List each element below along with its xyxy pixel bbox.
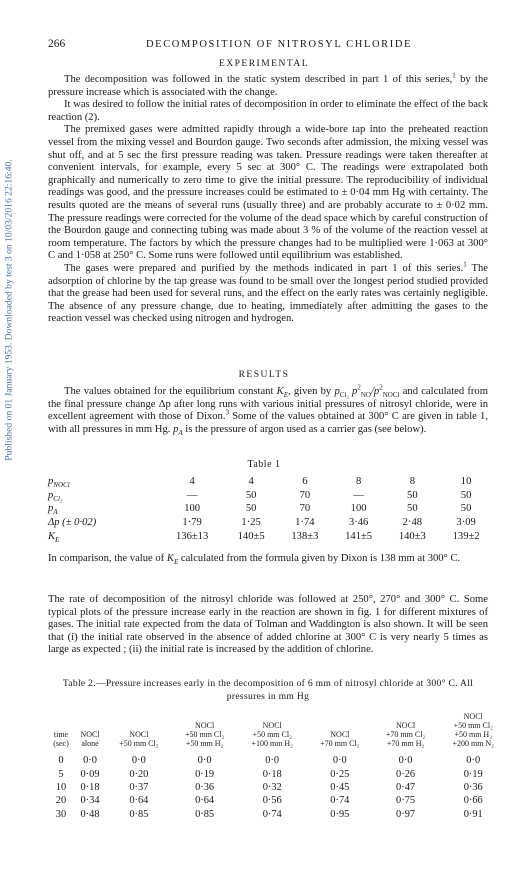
- table-1-caption: Table 1: [247, 459, 281, 470]
- table-2-column-header: NOCl +50 mm Cl₂ +50 mm H₂: [184, 721, 225, 748]
- table-1-row: [48, 529, 493, 543]
- table-1-cell: 8: [409, 476, 415, 488]
- table-2-column-header: NOCl +70 mm Cl₂: [320, 730, 360, 748]
- table-2-cell: 5: [58, 768, 64, 780]
- table-2-caption: Table 2.—Pressure increases early in the decomposition of 6 mm of nitrosyl chloride at 300° C. All pressures in mm Hg: [62, 678, 474, 702]
- table-2-cell: 0·18: [80, 781, 100, 793]
- table-2-cell: 0·85: [195, 808, 215, 820]
- table-1-cell: —: [186, 489, 198, 501]
- table-2-cell: 0·0: [83, 755, 97, 767]
- table-1-cell: 3·46: [348, 517, 369, 529]
- table-2-cell: 0·25: [330, 768, 350, 780]
- table-2-row: [48, 767, 508, 780]
- table-1-cell: 10: [460, 476, 472, 488]
- table-1-row-label: $p_A$: [48, 503, 58, 517]
- table-2-cell: 0·36: [195, 781, 215, 793]
- page-number: 266: [48, 38, 66, 50]
- table-2-cell: 0·97: [396, 808, 416, 820]
- table-1-cell: 1·79: [182, 517, 202, 529]
- table-2-cell: 0·64: [129, 795, 149, 807]
- table-1-cell: 50: [245, 503, 257, 515]
- table-2-cell: 0·20: [129, 768, 149, 780]
- table-1-cell: 70: [299, 489, 311, 501]
- table-2-row: [48, 781, 508, 794]
- results-paragraph-2: In comparison, the value of $K_E$ calculated from the formula given by Dixon is 138 mm at 300° C.: [48, 553, 461, 567]
- table-1-cell: 1·74: [295, 517, 315, 529]
- table-2-column-header: NOCl +50 mm Cl₂: [119, 730, 159, 748]
- table-2-row: [48, 751, 508, 767]
- table-2-cell: 0·36: [463, 781, 483, 793]
- table-2-cell: 0·0: [466, 755, 481, 767]
- table-2-cell: 0·64: [195, 795, 215, 807]
- table-2-cell: 0: [58, 755, 64, 767]
- table-1-cell: 8: [355, 476, 362, 488]
- table-2-cell: 0·19: [463, 768, 483, 780]
- table-2-cell: 0·48: [80, 808, 100, 820]
- running-title: DECOMPOSITION OF NITROSYL CHLORIDE: [146, 39, 413, 50]
- table-1-cell: 100: [350, 503, 367, 515]
- table-1-cell: 100: [184, 503, 201, 515]
- table-2-cell: 0·66: [463, 795, 483, 807]
- table-2-cell: 0·32: [262, 781, 282, 793]
- table-2-cell: 0·95: [330, 808, 350, 820]
- table-2-cell: 0·0: [332, 755, 347, 767]
- table-2-row: [48, 808, 508, 821]
- table-1-cell: 140±3: [398, 530, 426, 542]
- table-2-cell: 0·45: [330, 781, 350, 793]
- table-2-column-header: NOCl +50 mm Cl₂ +50 mm H₂ +200 mm N₂: [452, 712, 494, 748]
- table-1-cell: 4: [248, 476, 254, 488]
- table-2-cell: 0·0: [131, 755, 146, 767]
- table-1-cell: 70: [299, 503, 311, 515]
- experimental-paragraph-3: The premixed gases were admitted rapidly through a wide-bore tap into the preheated reaction vessel from the mixing vessel and Bourdon gauge. Two seconds after admission, the mixing vessel was shut off, and at 5 sec the first pressure reading was taken. Pressure readings were taken thereafter at convenient intervals, for example, every 5 sec at 300° C. The readings were extrapolated both graphically and numerically to zero time to give the initial pressure. The reproducibility of individual readings was good, and the pressure increases could be estimated to ± 0·04 mm Hg with certainty. The results quoted are the means of several runs (usually three) and are probably accurate to ± 0·02 mm. The pressure readings were corrected for the volume of the dead space which by careful construction of the Bourdon gauge and connecting tubing was made about 3 % of the volume of the reaction vessel at room temperature. The factors by which the pressure changes had to be multiplied were 1·063 at 300° C and 1·058 at 250° C. Some runs were followed until equilibrium was established.: [48, 124, 488, 262]
- experimental-paragraph-4: The gases were prepared and purified by the methods indicated in part 1 of this series.$^1$ The adsorption of chlorine by the tap grease was found to be small over the longest period studied provided that the grease had been used for several runs, and the effect on the early rates was certainly negligible. The absence of any pressure change, due to heating, immediately after admitting the gases to the reaction vessel was checked using nitrogen and hydrogen.: [48, 260, 488, 325]
- table-1-cell: 50: [245, 489, 257, 501]
- experimental-paragraph-2: It was desired to follow the initial rates of decomposition in order to eliminate the effect of the back reaction (2).: [48, 99, 488, 123]
- table-1-row-label: $p_{NOCl}$: [48, 476, 70, 490]
- table-2-cell: 0·91: [463, 808, 483, 820]
- table-2: [48, 712, 508, 821]
- table-1-cell: 140±5: [237, 530, 265, 542]
- download-watermark-strip: [0, 0, 20, 887]
- table-2-cell: 0·37: [129, 781, 149, 793]
- table-1-cell: 1·25: [241, 517, 261, 529]
- section-heading-experimental: EXPERIMENTAL: [218, 59, 310, 69]
- table-1-cell: 141±5: [345, 530, 373, 542]
- table-2-cell: 0·74: [262, 808, 282, 820]
- table-2-cell: 0·0: [197, 755, 212, 767]
- table-1-cell: 50: [407, 503, 418, 515]
- table-2-cell: 0·74: [330, 795, 350, 807]
- table-2-cell: 30: [55, 808, 67, 820]
- table-1-cell: 136±13: [175, 530, 209, 542]
- table-2-column-header: NOCl +70 mm Cl₂ +70 mm H₂: [385, 721, 426, 748]
- results-paragraph-1: The values obtained for the equilibrium constant $K_E$, given by $p_{Cl_2}$ $p^2_{NO}/p^2_{NOCl}$ and calculated from the final pressure change Δp after long runs with various initial pressures of nitrosyl chloride, were in excellent agreement with those of Dixon.$^3$ Some of the values obtained at 300° C are given in table 1, with all pressures in mm Hg. $p_A$ is the pressure of argon used as a carrier gas (see below).: [48, 383, 488, 437]
- table-2-column-header: NOCl alone: [80, 730, 100, 748]
- table-1-cell: 2·48: [402, 517, 423, 529]
- experimental-body: [48, 71, 488, 326]
- table-1-row: [48, 502, 493, 516]
- table-1-row-label: $p_{Cl_2}$: [48, 489, 63, 503]
- table-1-cell: 50: [460, 503, 472, 515]
- table-1-cell: 3·09: [456, 517, 476, 529]
- table-2-cell: 0·56: [262, 795, 282, 807]
- table-2-cell: 0·34: [80, 795, 100, 807]
- table-2-cell: 0·0: [398, 755, 413, 767]
- table-1-cell: 50: [407, 489, 418, 501]
- table-2-cell: 10: [55, 781, 67, 793]
- table-2-row: [48, 794, 508, 807]
- table-2-cell: 0·19: [195, 768, 215, 780]
- table-1-row: [48, 516, 493, 530]
- table-2-cell: 0·47: [396, 781, 416, 793]
- table-2-column-header: time (sec): [53, 730, 69, 748]
- table-2-cell: 20: [55, 795, 67, 807]
- table-1-cell: 138±3: [291, 530, 319, 542]
- table-1: [48, 475, 493, 543]
- table-2-cell: 0·18: [262, 768, 282, 780]
- table-1-row: [48, 475, 493, 489]
- table-2-column-header: NOCl +50 mm Cl₂ +100 mm H₂: [251, 721, 293, 748]
- table-1-cell: 139±2: [452, 530, 480, 542]
- table-1-row: [48, 489, 493, 503]
- experimental-paragraph-1: The decomposition was followed in the static system described in part 1 of this series,$^1$ by the pressure increase which is associated with the change.: [48, 71, 488, 98]
- table-1-cell: 4: [189, 476, 195, 488]
- table-2-cell: 0·0: [265, 755, 280, 767]
- section-heading-results: RESULTS: [238, 370, 290, 380]
- table-1-cell: 6: [302, 476, 308, 488]
- table-2-cell: 0·26: [396, 768, 416, 780]
- table-1-cell: 50: [460, 489, 472, 501]
- table-1-cell: —: [353, 489, 364, 501]
- table-2-cell: 0·85: [129, 808, 149, 820]
- table-2-cell: 0·09: [80, 768, 100, 780]
- results-paragraph-3: The rate of decomposition of the nitrosyl chloride was followed at 250°, 270° and 300° C. Some typical plots of the pressure increase early in the reaction are shown in fig. 1 for different mixtures of gases. The initial rate expected from the data of Tolman and Waddington is also shown. It will be seen that (i) the initial rate observed in the absence of added chlorine at 300° C is very nearly 5 times as large as expected ; (ii) the initial rate is increased by the addition of chlorine.: [48, 594, 488, 656]
- table-1-row-label: $K_E$: [48, 530, 60, 544]
- table-2-cell: 0·75: [396, 795, 416, 807]
- download-watermark: Published on 01 January 1953. Downloaded by test 3 on 10/03/2016 22:16:40.: [3, 159, 15, 461]
- table-1-row-label: Δp (± 0·02): [48, 517, 97, 529]
